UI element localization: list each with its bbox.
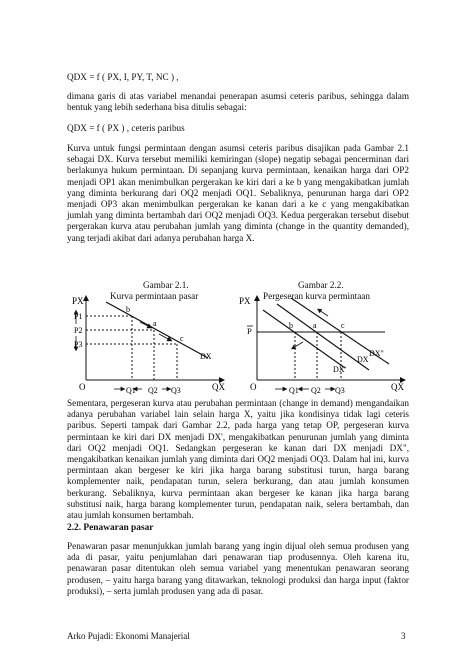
fig1-q3: Q3 bbox=[171, 386, 181, 395]
fig2-curve-right: DX" bbox=[369, 349, 384, 358]
paragraph-demand-shift: Sementara, pergeseran kurva atau perubahan permintaan (change in demand) mengandaikan adanya perubahan variabel lain selain harga X, yaitu jika kondisinya tidak lagi ceteris paribus. Seperti tampak dari Gambar 2.2, pada harga yang tetap OP, pergeseran kurva permintaan ke kiri dari DX menjadi DX', mengakibatkan penurunan jumlah yang diminta dari OQ2 menjadi OQ1. Sedangkan pergeseran ke kanan dari DX menjadi DX", mengakibatkan kenaikan jumlah yang diminta dari OQ2 menjadi OQ3. Dalam hal ini, kurva permintaan akan bergeser ke kiri jika harga barang substitusi turun, harga barang komplementer naik, pendapatan turun, selera berkurang, dan atau jumlah konsumen berkurang. Sebaliknya, kurva permintaan akan bergeser ke kanan jika harga barang substitusi naik, harga barang komplementer turun, pendapatan naik, selera bertambah, dan atau jumlah konsumen bertambah. bbox=[67, 398, 409, 521]
fig1-curve-label: DX bbox=[200, 352, 212, 361]
footer-page-number: 3 bbox=[401, 631, 406, 641]
fig2-axis-y: PX bbox=[239, 296, 251, 306]
fig1-caption-title: Kurva permintaan pasar bbox=[110, 291, 199, 301]
fig1-q2: Q2 bbox=[148, 386, 158, 395]
fig2-q1: Q1 bbox=[289, 386, 299, 395]
paragraph-demand-curve: Kurva untuk fungsi permintaan dengan asumsi ceteris paribus disajikan pada Gambar 2.1 sebagai DX. Kurva tersebut memiliki kemiringan (slope) negatip sebagai pencerminan dari berlakunya hukum permintaan. Di sepanjang kurva permintaan, kenaikan harga dari OP2 menjadi OP1 akan menimbulkan pergerakan ke kiri dari a ke b yang mengakibatkan jumlah yang diminta berkurang dari OQ2 menjadi OQ1. Sebaliknya, penurunan harga dari OP2 menjadi OP3 akan menimbulkan pergerakan ke kanan dari a ke c yang mengakibatkan jumlah yang diminta bertambah dari OQ2 menjadi OQ3. Kedua pergerakan tersebut disebut pergerakan kurva atau perubahan jumlah yang diminta (change in the quantity demanded), yang terjadi akibat dari adanya perubahan harga X. bbox=[67, 143, 409, 243]
figure-2-1-chart bbox=[62, 290, 232, 395]
fig2-point-b: b bbox=[289, 321, 293, 330]
paragraph-market-supply: Penawaran pasar menunjukkan jumlah barang yang ingin dijual oleh semua produsen yang ada di pasar, yaitu penjumlahan dari penawaran tiap produsennya. Oleh karena itu, penawaran pasar ditentukan oleh semua variabel yang menentukan penawaran seorang produsen, – yaitu harga barang yang ditawarkan, teknologi produksi dan harga input (faktor produksi), – serta jumlah produsen yang ada di pasar. bbox=[67, 541, 409, 596]
formula-demand-function: QDX = f ( PX, I, PY, T, NC ) , bbox=[67, 72, 179, 82]
fig1-point-c: c bbox=[180, 334, 184, 343]
section-heading-market-supply: 2.2. Penawaran pasar bbox=[67, 523, 154, 533]
fig1-axis-x: QX bbox=[212, 382, 225, 392]
fig2-price-fixed: P bbox=[247, 326, 252, 336]
fig2-q2: Q2 bbox=[311, 386, 321, 395]
paragraph-intro: dimana garis di atas variabel menandai penerapan asumsi ceteris paribus, sehingga dalam bentuk yang lebih sederhana bisa ditulis sebagai: bbox=[67, 91, 409, 113]
fig2-point-a: a bbox=[313, 321, 317, 330]
fig1-p2: P2 bbox=[74, 326, 83, 335]
fig2-caption-title: Pergeseran kurva permintaan bbox=[263, 291, 370, 301]
fig2-caption-number: Gambar 2.2. bbox=[298, 280, 344, 290]
formula-ceteris-paribus: QDX = f ( PX ) , ceteris paribus bbox=[67, 123, 185, 133]
fig2-axis-x: QX bbox=[391, 382, 404, 392]
fig2-point-c: c bbox=[341, 321, 345, 330]
fig1-caption-number: Gambar 2.1. bbox=[143, 280, 189, 290]
fig2-curve-base: DX bbox=[357, 355, 369, 364]
fig1-axis-y: PX bbox=[72, 296, 84, 306]
fig1-q1: Q1 bbox=[126, 386, 136, 395]
fig1-point-b: b bbox=[126, 305, 130, 314]
figure-2-2-chart bbox=[233, 290, 413, 395]
fig1-p3: P3 bbox=[74, 340, 83, 349]
fig2-q3: Q3 bbox=[335, 386, 345, 395]
fig1-point-a: a bbox=[153, 319, 157, 328]
fig1-origin: O bbox=[79, 382, 86, 392]
fig2-origin: O bbox=[250, 382, 257, 392]
fig2-curve-left: DX' bbox=[333, 365, 346, 374]
fig1-p1: P1 bbox=[74, 312, 83, 321]
footer-author: Arko Pujadi: Ekonomi Manajerial bbox=[67, 631, 190, 641]
